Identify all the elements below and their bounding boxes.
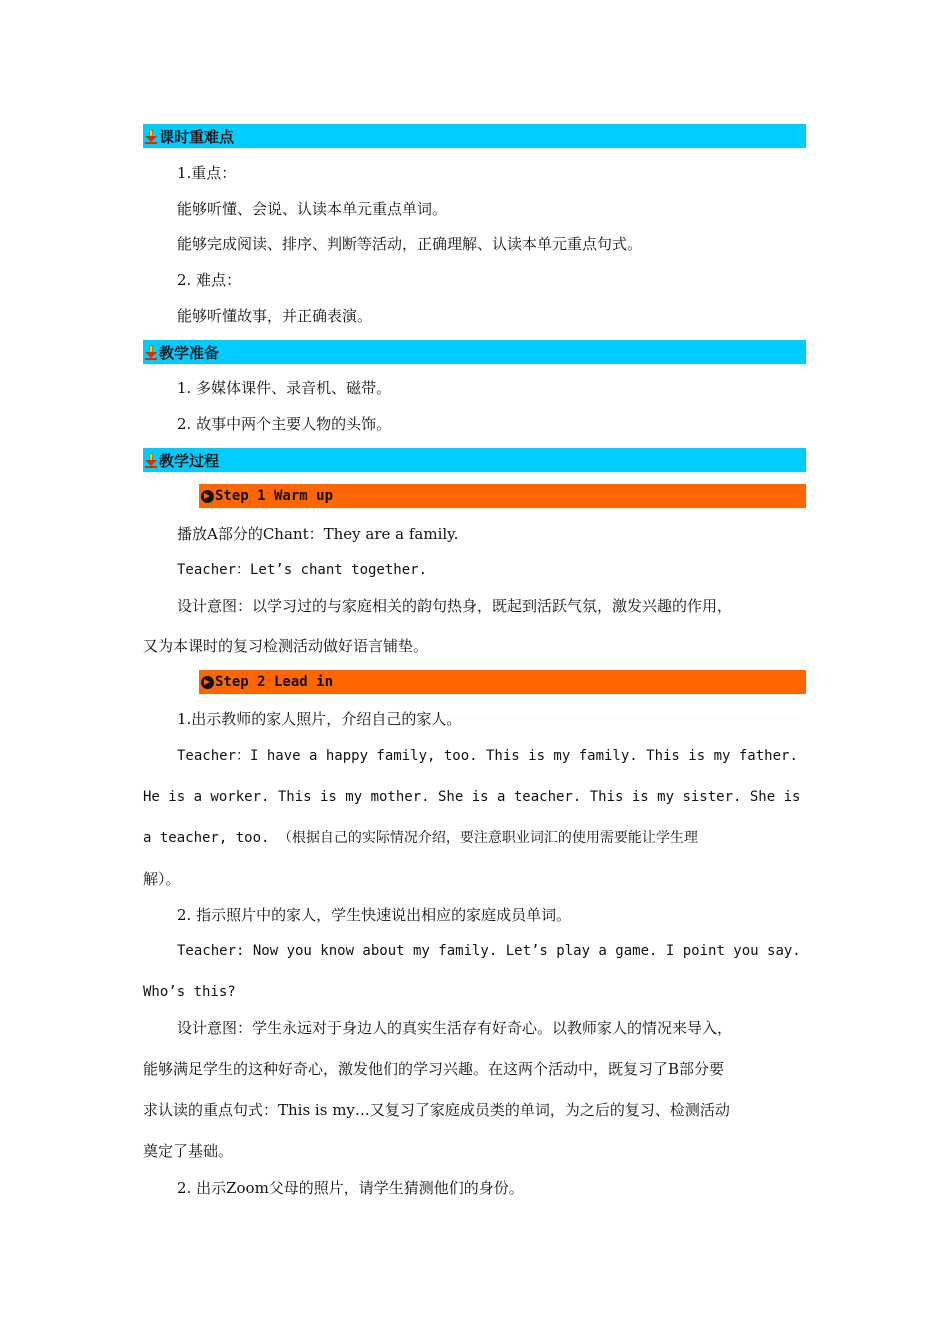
paragraph-line: 能够听懂、会说、认读本单元重点单词。	[177, 200, 448, 218]
paragraph-line: 设计意图：以学习过的与家庭相关的韵句热身，既起到活跃气氛，激发兴趣的作用，	[177, 597, 733, 615]
section-header-prep	[143, 340, 806, 364]
paragraph-line: Teacher: Now you know about my family. Let’s play a game. I point you say.	[177, 943, 801, 959]
section-header-keypoints	[143, 124, 806, 148]
paragraph-line: Who’s this?	[143, 984, 236, 1000]
section-title: 课时重难点	[159, 127, 235, 146]
paragraph-line: 求认读的重点句式：This is my…又复习了家庭成员类的单词，为之后的复习、检测活动	[143, 1101, 730, 1119]
paragraph-line: 2. 故事中两个主要人物的头饰。	[177, 415, 392, 433]
step-header-2	[199, 670, 806, 694]
paragraph-line: a teacher, too. （根据自己的实际情况介绍，要注意职业词汇的使用需要能让学生理	[143, 830, 698, 846]
paragraph-line: 解）。	[143, 870, 181, 888]
download-arrow-icon	[144, 452, 158, 468]
paragraph-line: 能够满足学生的这种好奇心，激发他们的学习兴趣。在这两个活动中，既复习了B部分要	[143, 1060, 725, 1078]
paragraph-line: 能够听懂故事，并正确表演。	[177, 307, 373, 325]
paragraph-line: 1. 多媒体课件、录音机、磁带。	[177, 379, 392, 397]
section-header-process	[143, 448, 806, 472]
paragraph-line: 播放A部分的Chant：They are a family.	[177, 525, 459, 543]
paragraph-line: Teacher：I have a happy family, too. This is my family. This is my father.	[177, 748, 798, 764]
step-title: Step 2 Lead in	[215, 674, 334, 690]
download-arrow-icon	[144, 128, 158, 144]
paragraph-line: 能够完成阅读、排序、判断等活动，正确理解、认读本单元重点句式。	[177, 235, 643, 253]
paragraph-line: 2. 指示照片中的家人，学生快速说出相应的家庭成员单词。	[177, 906, 572, 924]
paragraph-line: 2. 出示Zoom父母的照片，请学生猜测他们的身份。	[177, 1179, 524, 1197]
section-title: 教学准备	[159, 343, 220, 362]
paragraph-line: 1.重点：	[177, 164, 237, 182]
paragraph-line: Teacher：Let’s chant together.	[177, 562, 428, 578]
step-header-1	[199, 484, 806, 508]
paragraph-line: 奠定了基础。	[143, 1142, 234, 1160]
paragraph-line: 又为本课时的复习检测活动做好语言铺垫。	[143, 637, 429, 655]
paragraph-line: 1.出示教师的家人照片，介绍自己的家人。	[177, 710, 462, 728]
paragraph-line: 2. 难点：	[177, 271, 242, 289]
section-title: 教学过程	[159, 451, 220, 470]
step-title: Step 1 Warm up	[215, 488, 334, 504]
play-circle-icon	[201, 676, 214, 689]
paragraph-line: He is a worker. This is my mother. She is a teacher. This is my sister. She is	[143, 789, 801, 805]
paragraph-line: 设计意图：学生永远对于身边人的真实生活存有好奇心。以教师家人的情况来导入，	[177, 1019, 733, 1037]
download-arrow-icon	[144, 344, 158, 360]
play-circle-icon	[201, 490, 214, 503]
